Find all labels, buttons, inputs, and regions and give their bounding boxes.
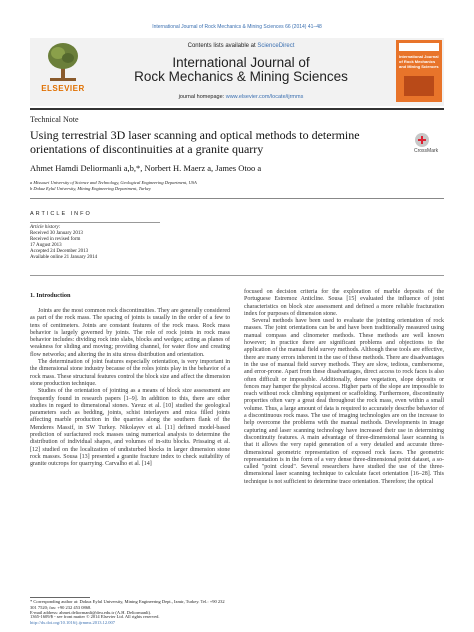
article-history: [30, 225, 170, 261]
doi-link[interactable]: http://dx.doi.org/10.1016/j.ijrmms.2013.12.007: [30, 619, 116, 625]
footnote-rule: [30, 597, 90, 598]
contents-prefix: Contents lists available at: [187, 43, 258, 49]
history-revised-label: Received in revised form: [30, 237, 81, 242]
history-accepted: Accepted 24 December 2013: [30, 249, 89, 254]
history-label: Article history:: [30, 225, 61, 230]
journal-citation-line[interactable]: International Journal of Rock Mechanics & Mining Sciences 66 (2014) 41–48: [152, 24, 322, 30]
journal-title-line1: International Journal of: [172, 55, 310, 70]
elsevier-wordmark: ELSEVIER: [41, 84, 85, 93]
crossmark-badge[interactable]: [414, 132, 444, 154]
history-revised-date: 17 August 2013: [30, 243, 62, 248]
affiliation-b: b Dokuz Eylul University, Mining Engineering Department, Turkey: [30, 186, 151, 191]
sciencedirect-link[interactable]: ScienceDirect: [257, 43, 295, 49]
elsevier-tree-icon: [46, 42, 80, 82]
email-note[interactable]: E-mail address: ahmet.deliormanli@deu.edu.tr (A.H. Deliormanli).: [30, 610, 152, 615]
paragraph: Joints are the most common rock discontinuities. They are generally considered as part of the rock mass. The spacing of joints is usually in the order of a few to tens of centimeters. Joints are constant features of the rock mass. Rock mass behavior is largely governed by joints. The role of rock joints in rock mass behavior includes: dividing rock into slabs, blocks and wedges; acting as planes of weakness for sliding and moving; providing channel, for water flow and creating flow networks; and altering the in situ stress distribution and orientation.: [30, 308, 230, 358]
body-divider: [30, 275, 444, 276]
header-divider: [30, 198, 444, 199]
history-received: Received 30 January 2013: [30, 231, 83, 236]
cover-header-band: [399, 43, 439, 51]
article-title: Using terrestrial 3D laser scanning and optical methods to determine orientations of discontinuities at a granite quarry: [30, 128, 360, 156]
article-info-rule: [30, 222, 160, 223]
affiliation-a: a Missouri University of Science and Technology, Geological Engineering Department, USA: [30, 180, 197, 185]
elsevier-logo[interactable]: [32, 40, 94, 96]
article-info-heading: ARTICLE INFO: [30, 211, 92, 217]
homepage-prefix: journal homepage:: [178, 94, 226, 100]
journal-title: [96, 56, 386, 84]
copyright-block: [30, 614, 230, 625]
paragraph: Several methods have been used to evaluate the jointing orientation of rock masses. The joint orientations can be and have been traditionally measured using manual compass and clinometer methods. These methods are well known however; in practice there are significant problems and objections to the application of the manual field survey methods. Although these tools are effective, there are many errors inherent in the use of these methods. There are disadvantages in the use of manual field survey methods. They are slow, tedious, cumbersome, and error-prone. Apart from these disadvantages, direct access to rock faces is also often difficult or impossible. Additionally, dense vegetation, slope deposits or fences may hamper the physical access. Higher parts of the slope are impossible to reach without rock climbing equipment or scaffolding. Furthermore, discontinuity properties often vary a great deal throughout the rock mass, even within a small volume. Thus, a large amount of data is required to accurately describe behavior of a discontinuous rock mass. The use of imaging technologies are on the increase to help overcome the problems with the manual methods. Developments in image capturing and laser scanning technology have increased their use in determining discontinuity features. A main advantage of three-dimensional laser scanning is that it allows the very rapid generation of a very detailed and accurate three-dimensional geometric representation of exposed rock faces. The geometric representation is in the form of a very dense three-dimensional point dataset, a so-called "point cloud". Several researchers have studied the use of the three-dimensional laser scanning technique to calculate facet orientation [16–28]. This technique is not sufficient to determine trace orientation. Therefore; the optical: [244, 318, 444, 485]
history-online: Available online 21 January 2014: [30, 255, 98, 260]
paragraph: Studies of the orientation of jointing as a means of block size assessment are frequently found in research papers [1–9]. In addition to this, there are other studies in regard to dimensional stones. Yavuz et al. [10] studied the geological parameters such as bedding, joints, schist interlayers and mica filled joints affecting marble production in the quarries along the southern flank of the Menderes Massif, in SW Turkey. Nikolayev et al. [11] defined model-based prediction of surfactured rock masses using numerical analysis to determine the distribution of individual shapes, and volumes of in-situ blocks. Prissaing et al. [12] studied on the localization of undisturbed blocks in larger dimension stone rock masses. Sousa [13] presented a granite fracture index to check suitability of granite outcrops for quarrying. Carvalho et al. [14]: [30, 388, 230, 468]
author-list: Ahmet Hamdi Deliormanli a,b,*, Norbert H. Maerz a, James Otoo a: [30, 163, 262, 173]
crossmark-icon: [414, 132, 444, 154]
paragraph: The determination of joint features especially orientation, is very important in the dimensional stone industry because of the roles joints play in the behavior of a rock mass. These structural features control the block size and affect the dimension stone production technique.: [30, 359, 230, 387]
paragraph: focused on decision criteria for the exploration of marble deposits of the Portuguese Estremoz Anticline. Sousa [15] evaluated the influence of joint characteristics on block size assessment and defined a more reliable fracturation index for purposes of dimension stone.: [244, 289, 444, 317]
crossmark-label: CrossMark: [414, 148, 439, 154]
homepage-url-link[interactable]: www.elsevier.com/locate/ijrmms: [225, 94, 304, 100]
body-column-left: [30, 308, 230, 469]
affiliations: [30, 180, 444, 192]
journal-homepage-line: [96, 94, 386, 100]
journal-title-line2: Rock Mechanics & Mining Sciences: [134, 69, 348, 84]
section-heading-introduction: 1. Introduction: [30, 292, 71, 299]
masthead-divider: [30, 108, 444, 110]
cover-title: International Journal of Rock Mechanics and Mining Sciences: [399, 54, 439, 69]
contents-available-line: [96, 43, 386, 49]
cover-image: [404, 76, 434, 96]
body-column-right: [244, 289, 444, 486]
corresponding-author-note: * Corresponding author at: Dokuz Eylul University, Mining Engineering Dept., Izmir, Turkey. Tel.: +90 232 301 7520; fax: +90 232 453 0868.: [30, 599, 225, 610]
article-type: Technical Note: [30, 115, 79, 124]
journal-cover-thumbnail[interactable]: [396, 40, 442, 102]
issn-copyright-line: 1365-1609/$ - see front matter © 2014 Elsevier Ltd. All rights reserved.: [30, 614, 160, 619]
